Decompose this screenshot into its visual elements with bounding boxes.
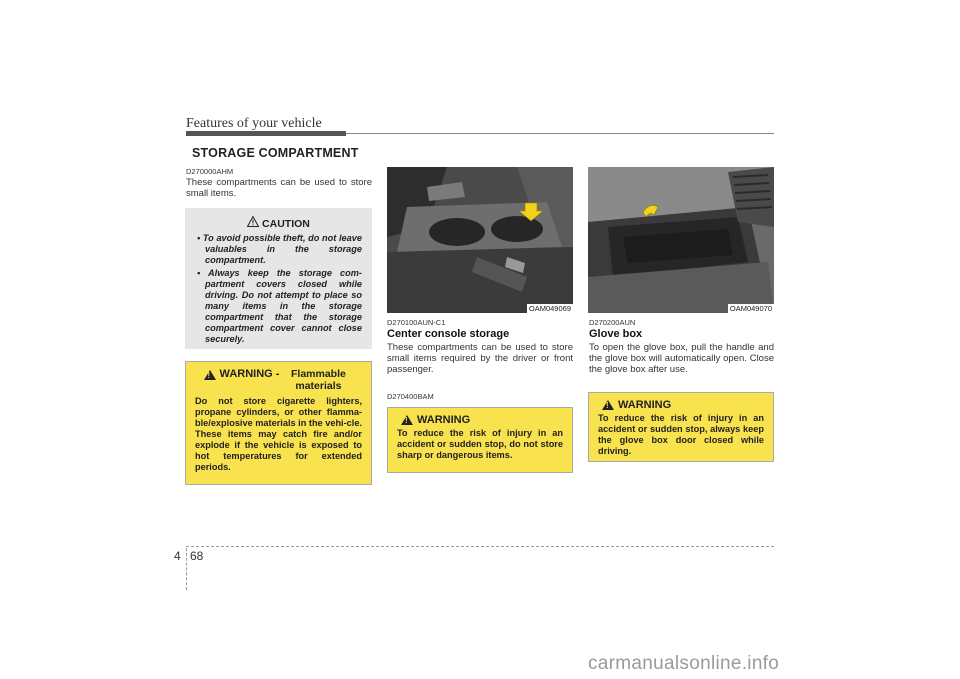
center-console-warning-header bbox=[397, 414, 563, 426]
glove-box-title: Glove box bbox=[589, 328, 643, 340]
warning-flammable-subtitle: Flammable materials bbox=[291, 368, 346, 392]
caution-title: CAUTION bbox=[262, 218, 310, 230]
center-console-warning-code: D270400BAM bbox=[387, 392, 434, 401]
center-console-warning-box bbox=[387, 407, 573, 473]
page-number: 68 bbox=[190, 549, 204, 563]
caution-triangle-icon bbox=[247, 216, 259, 227]
intro-code: D270000AHM bbox=[186, 167, 234, 176]
footer-rule bbox=[186, 546, 774, 547]
header-rule bbox=[346, 133, 774, 134]
glove-box-text: To open the glove box, pull the handle and the glove box will automatically open. Close the glove box after use. bbox=[589, 342, 774, 375]
warning-flammable-header bbox=[195, 368, 362, 392]
section-title: STORAGE COMPARTMENT bbox=[192, 146, 359, 160]
footer-divider bbox=[186, 548, 187, 590]
warning-flammable-text: Do not store cigarette lighters, propane cylinders, or other flamma-ble/explosive materials in the vehi-cle. These items may catch fire and/or explode if the vehicle is exposed to hot temperatures for extended periods. bbox=[195, 396, 362, 472]
glove-box-image-label: OAM049070 bbox=[729, 304, 772, 313]
center-console-photo bbox=[387, 167, 573, 313]
center-console-warning-title: WARNING bbox=[417, 414, 471, 426]
center-console-text: These compartments can be used to store small items required by the driver or front passenger. bbox=[387, 342, 573, 375]
caution-box bbox=[185, 208, 372, 349]
center-console-code: D270100AUN-C1 bbox=[387, 318, 446, 327]
caution-item: • Always keep the storage com-partment covers closed while driving. Do not attempt to place so many items in the storage compartment that the storage compartment cover cannot close securely. bbox=[197, 268, 362, 344]
warning-triangle-icon bbox=[401, 415, 413, 425]
glove-box-illustration bbox=[588, 167, 774, 313]
center-console-warning-text: To reduce the risk of injury in an accident or sudden stop, do not store sharp or dangerous items. bbox=[397, 428, 563, 460]
intro-text: These compartments can be used to store small items. bbox=[186, 177, 372, 199]
warning-triangle-icon bbox=[204, 370, 216, 380]
glove-box-code: D270200AUN bbox=[589, 318, 636, 327]
glove-box-warning-header bbox=[598, 399, 764, 411]
warning-flammable-box bbox=[185, 361, 372, 485]
watermark-text: carmanualsonline.info bbox=[588, 653, 780, 674]
center-console-illustration bbox=[387, 167, 573, 313]
header-bar bbox=[186, 131, 346, 136]
glove-box-warning-title: WARNING bbox=[618, 399, 672, 411]
caution-item: • To avoid possible theft, do not leave valuables in the storage compartment. bbox=[197, 233, 362, 265]
center-console-image-label: OAM049069 bbox=[528, 304, 571, 313]
glove-box-warning-text: To reduce the risk of injury in an accident or sudden stop, always keep the glove box door closed while driving. bbox=[598, 413, 764, 456]
glove-box-photo bbox=[588, 167, 774, 313]
warning-flammable-title: WARNING - bbox=[219, 368, 280, 380]
glove-box-warning-box bbox=[588, 392, 774, 462]
center-console-title: Center console storage bbox=[387, 328, 510, 340]
caution-header bbox=[195, 216, 362, 230]
warning-triangle-icon bbox=[602, 400, 614, 410]
running-header: Features of your vehicle bbox=[186, 116, 322, 131]
chapter-number: 4 bbox=[174, 549, 181, 563]
